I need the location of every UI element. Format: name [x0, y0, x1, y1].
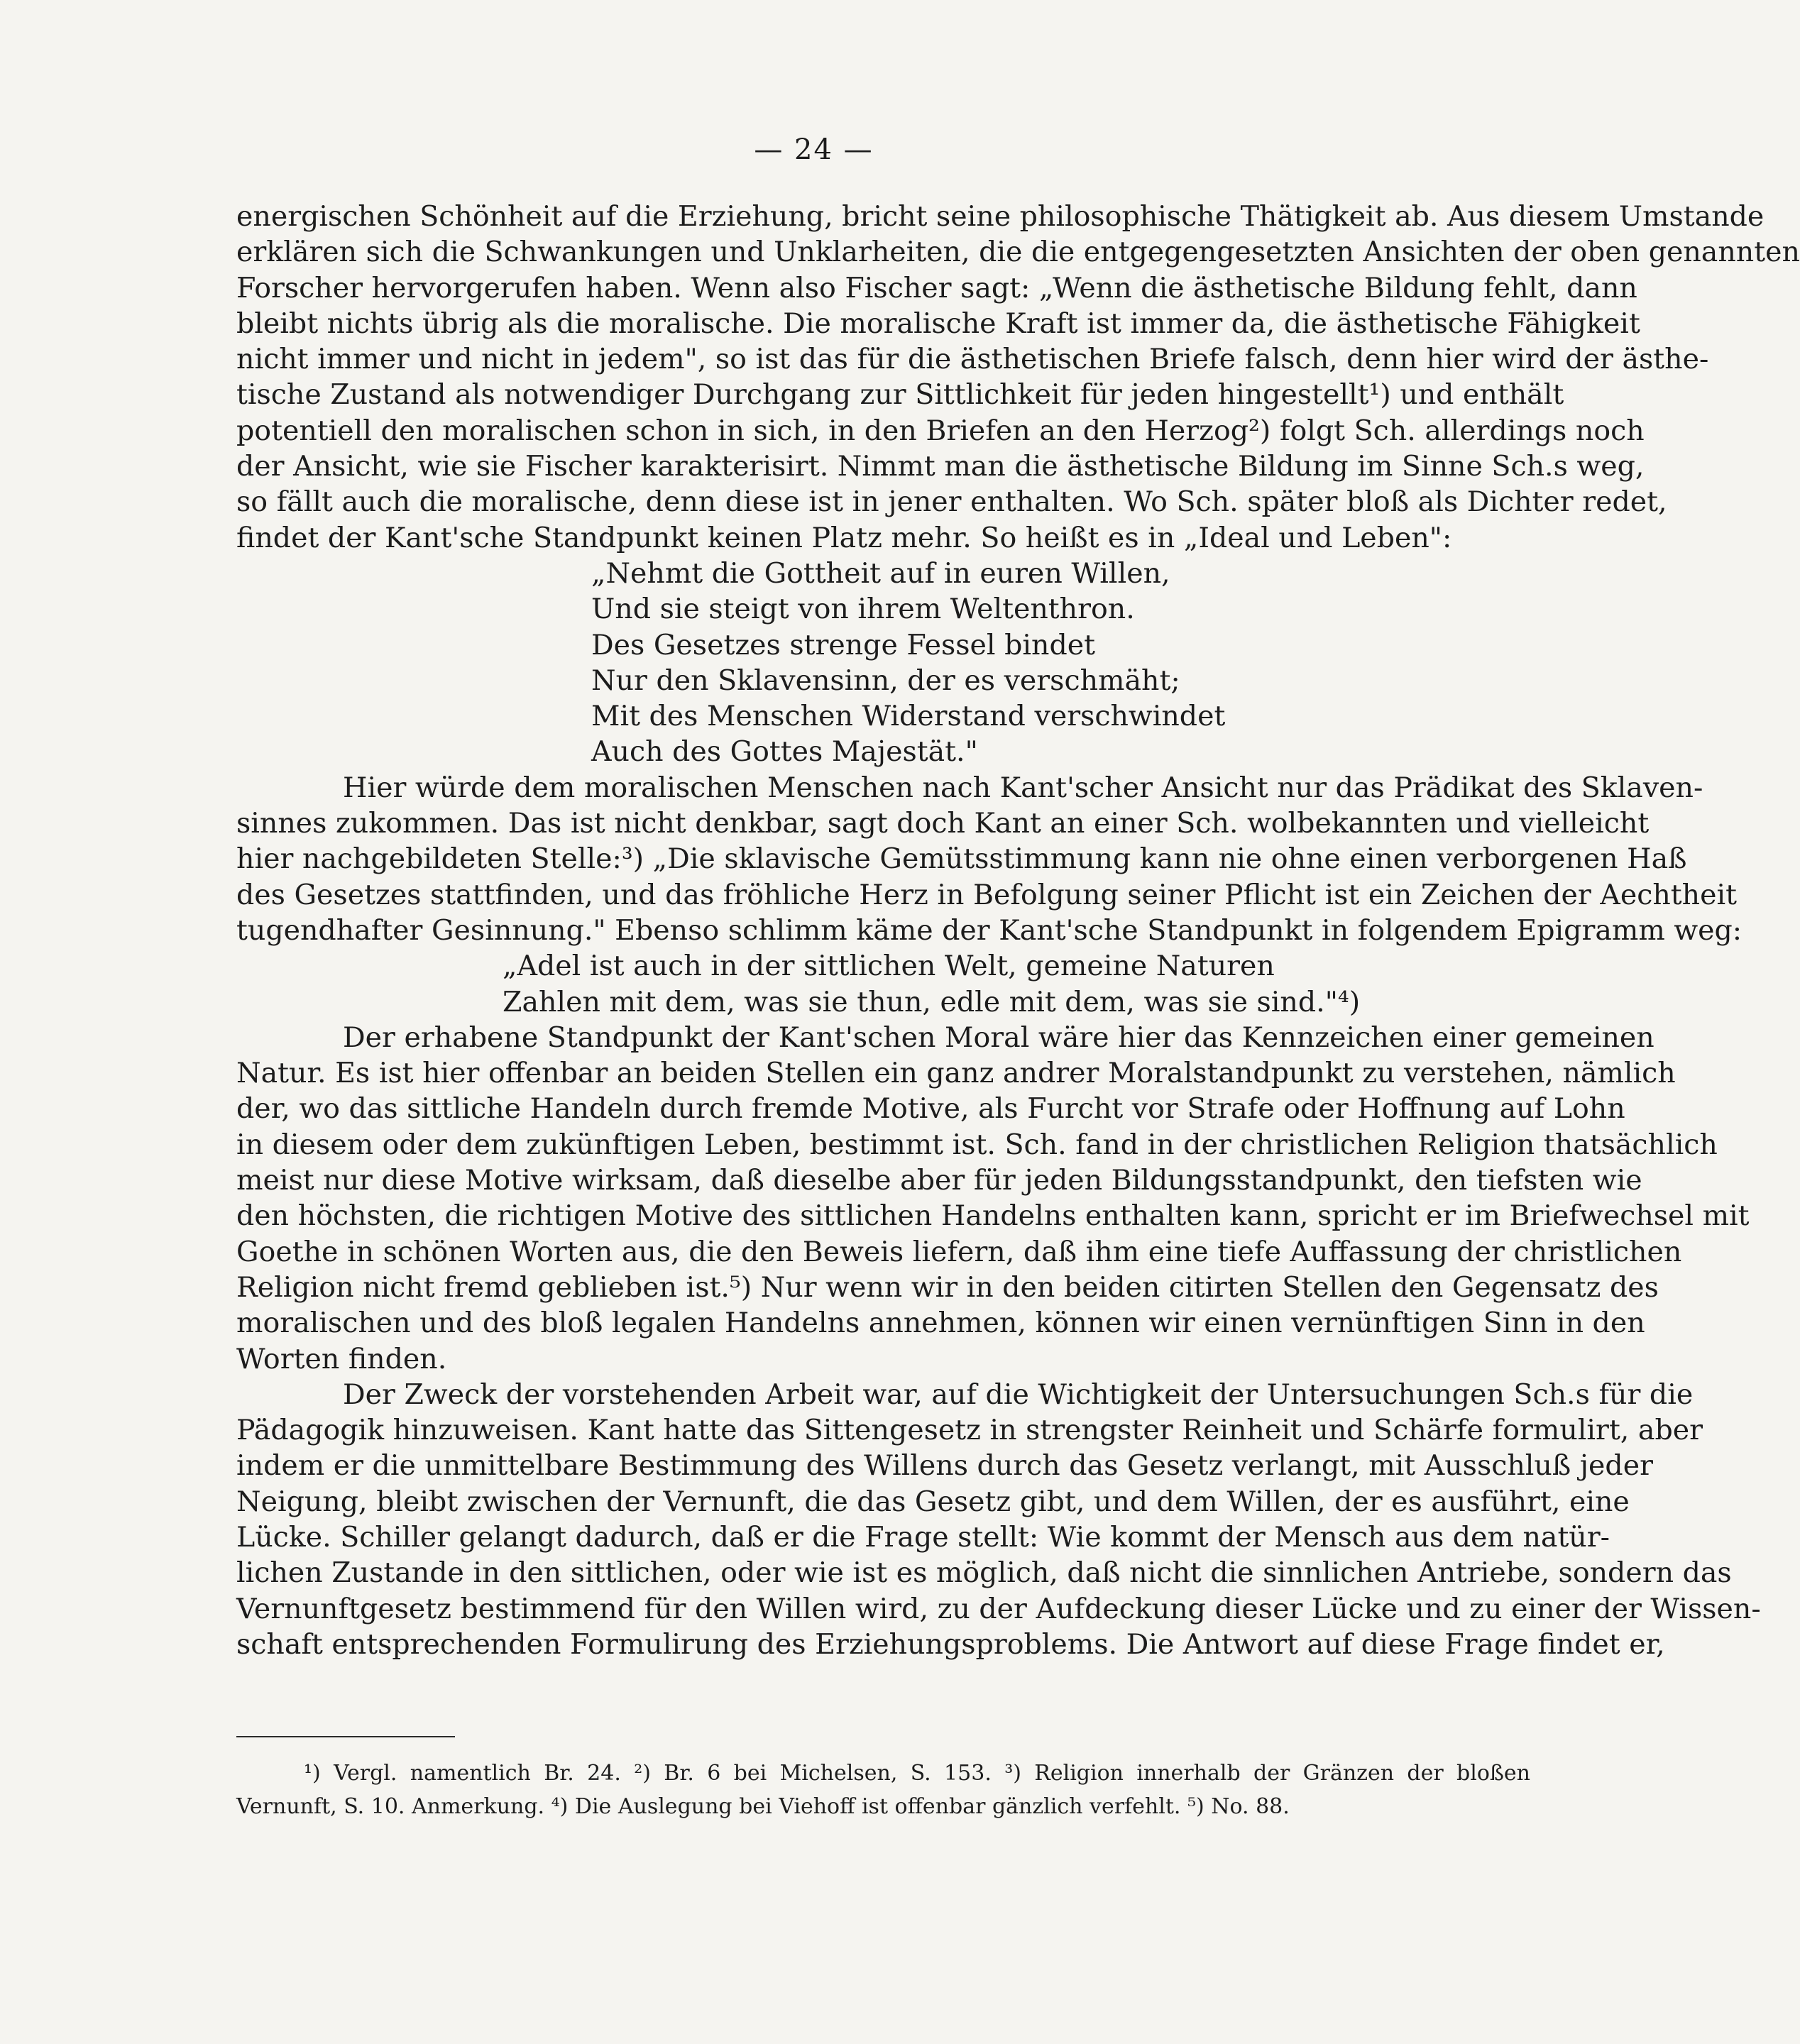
text-line: sinnes zukommen. Das ist nicht denkbar, sagt doch Kant an einer Sch. wolbekannten und vielleicht	[236, 807, 1650, 840]
text-line: hier nachgebildeten Stelle:³) „Die sklavische Gemütsstimmung kann nie ohne einen verborgenen Haß	[236, 842, 1687, 876]
text-line: tugendhafter Gesinnung." Ebenso schlimm käme der Kant'sche Standpunkt in folgendem Epigramm weg:	[236, 913, 1743, 947]
text-line: Hier würde dem moralischen Menschen nach Kant'scher Ansicht nur das Prädikat des Sklaven-	[343, 771, 1703, 804]
verse-line: Des Gesetzes strenge Fessel bindet	[591, 628, 1096, 661]
text-line: lichen Zustande in den sittlichen, oder wie ist es möglich, daß nicht die sinnlichen Antriebe, sondern das	[236, 1556, 1732, 1590]
text-line: in diesem oder dem zukünftigen Leben, bestimmt ist. Sch. fand in der christlichen Religion thatsächlich	[236, 1128, 1718, 1161]
verse-line: Nur den Sklavensinn, der es verschmäht;	[591, 664, 1180, 697]
text-line: Der erhabene Standpunkt der Kant'schen Moral wäre hier das Kennzeichen einer gemeinen	[343, 1021, 1654, 1054]
text-line: moralischen und des bloß legalen Handelns annehmen, können wir einen vernünftigen Sinn in den	[236, 1307, 1645, 1340]
paragraph-4	[236, 1377, 1761, 1662]
text-line: energischen Schönheit auf die Erziehung, bricht seine philosophische Thätigkeit ab. Aus diesem Umstande	[236, 200, 1765, 233]
paragraph-3	[236, 1020, 1750, 1377]
verse-line: Mit des Menschen Widerstand verschwindet	[591, 700, 1226, 733]
text-line: indem er die unmittelbare Bestimmung des Willens durch das Gesetz verlangt, mit Ausschluß jeder	[236, 1449, 1653, 1483]
paragraph-2	[236, 770, 1743, 948]
verse-line: Und sie steigt von ihrem Weltenthron.	[591, 593, 1135, 626]
text-line: der, wo das sittliche Handeln durch fremde Motive, als Furcht vor Strafe oder Hoffnung auf Lohn	[236, 1092, 1625, 1126]
text-line: Vernunftgesetz bestimmend für den Willen wird, zu der Aufdeckung dieser Lücke und zu einer der Wissen-	[236, 1592, 1761, 1625]
text-line: der Ansicht, wie sie Fischer karakterisirt. Nimmt man die ästhetische Bildung im Sinne Sch.s weg,	[236, 450, 1645, 483]
text-line: so fällt auch die moralische, denn diese ist in jener enthalten. Wo Sch. später bloß als Dichter redet,	[236, 485, 1667, 519]
text-line: Lücke. Schiller gelangt dadurch, daß er die Frage stellt: Wie kommt der Mensch aus dem natür-	[236, 1520, 1610, 1554]
text-line: Goethe in schönen Worten aus, die den Beweis liefern, daß ihm eine tiefe Auffassung der christlichen	[236, 1235, 1682, 1268]
footnote-separator	[236, 1736, 455, 1737]
text-line: tische Zustand als notwendiger Durchgang zur Sittlichkeit für jeden hingestellt¹) und enthält	[236, 378, 1564, 412]
body-text	[236, 199, 1800, 1662]
text-line: bleibt nichts übrig als die moralische. Die moralische Kraft ist immer da, die ästhetische Fähigkeit	[236, 307, 1640, 340]
text-line: Pädagogik hinzuweisen. Kant hatte das Sittengesetz in strengster Reinheit und Schärfe formulirt, aber	[236, 1414, 1703, 1447]
verse-line: „Adel ist auch in der sittlichen Welt, gemeine Naturen	[503, 950, 1275, 983]
footnote-line: Vernunft, S. 10. Anmerkung. ⁴) Die Auslegung bei Viehoff ist offenbar gänzlich verfehlt. ⁵) No. 88.	[236, 1794, 1290, 1819]
paragraph-1	[236, 199, 1800, 556]
text-line: potentiell den moralischen schon in sich, in den Briefen an den Herzog²) folgt Sch. allerdings noch	[236, 414, 1645, 447]
text-line: Neigung, bleibt zwischen der Vernunft, die das Gesetz gibt, und dem Willen, der es ausführt, eine	[236, 1485, 1630, 1518]
poem-ideal-und-leben	[236, 556, 1530, 770]
footnote-line: ¹) Vergl. namentlich Br. 24. ²) Br. 6 bei Michelsen, S. 153. ³) Religion innerhalb der Gränzen der bloßen	[304, 1761, 1530, 1786]
footnotes	[236, 1757, 1530, 1823]
text-line: Der Zweck der vorstehenden Arbeit war, auf die Wichtigkeit der Untersuchungen Sch.s für die	[343, 1378, 1694, 1411]
text-line: den höchsten, die richtigen Motive des sittlichen Handelns enthalten kann, spricht er im Briefwechsel mit	[236, 1199, 1750, 1233]
text-line: schaft entsprechenden Formulirung des Erziehungsproblems. Die Antwort auf diese Frage findet er,	[236, 1627, 1665, 1661]
text-line: findet der Kant'sche Standpunkt keinen Platz mehr. So heißt es in „Ideal und Leben":	[236, 521, 1452, 554]
text-line: nicht immer und nicht in jedem", so ist das für die ästhetischen Briefe falsch, denn hier wird der ästhe-	[236, 343, 1709, 376]
verse-line: Zahlen mit dem, was sie thun, edle mit dem, was sie sind."⁴)	[503, 985, 1361, 1018]
verse-line: „Nehmt die Gottheit auf in euren Willen,	[591, 556, 1170, 590]
text-line: des Gesetzes stattfinden, und das fröhliche Herz in Befolgung seiner Pflicht ist ein Zeichen der Aechtheit	[236, 878, 1737, 911]
text-line: Religion nicht fremd geblieben ist.⁵) Nur wenn wir in den beiden citirten Stellen den Gegensatz des	[236, 1270, 1659, 1304]
text-line: Forscher hervorgerufen haben. Wenn also Fischer sagt: „Wenn die ästhetische Bildung fehlt, dann	[236, 271, 1637, 304]
epigram	[236, 948, 1530, 1020]
text-line: erklären sich die Schwankungen und Unklarheiten, die die entgegengesetzten Ansichten der oben genannten	[236, 236, 1800, 269]
text-line: meist nur diese Motive wirksam, daß dieselbe aber für jeden Bildungsstandpunkt, den tiefsten wie	[236, 1164, 1642, 1197]
page-number: — 24 —	[754, 133, 874, 166]
text-line: Natur. Es ist hier offenbar an beiden Stellen ein ganz andrer Moralstandpunkt zu verstehen, nämlich	[236, 1057, 1676, 1090]
verse-line: Auch des Gottes Majestät."	[591, 735, 978, 769]
text-line: Worten finden.	[236, 1342, 447, 1375]
